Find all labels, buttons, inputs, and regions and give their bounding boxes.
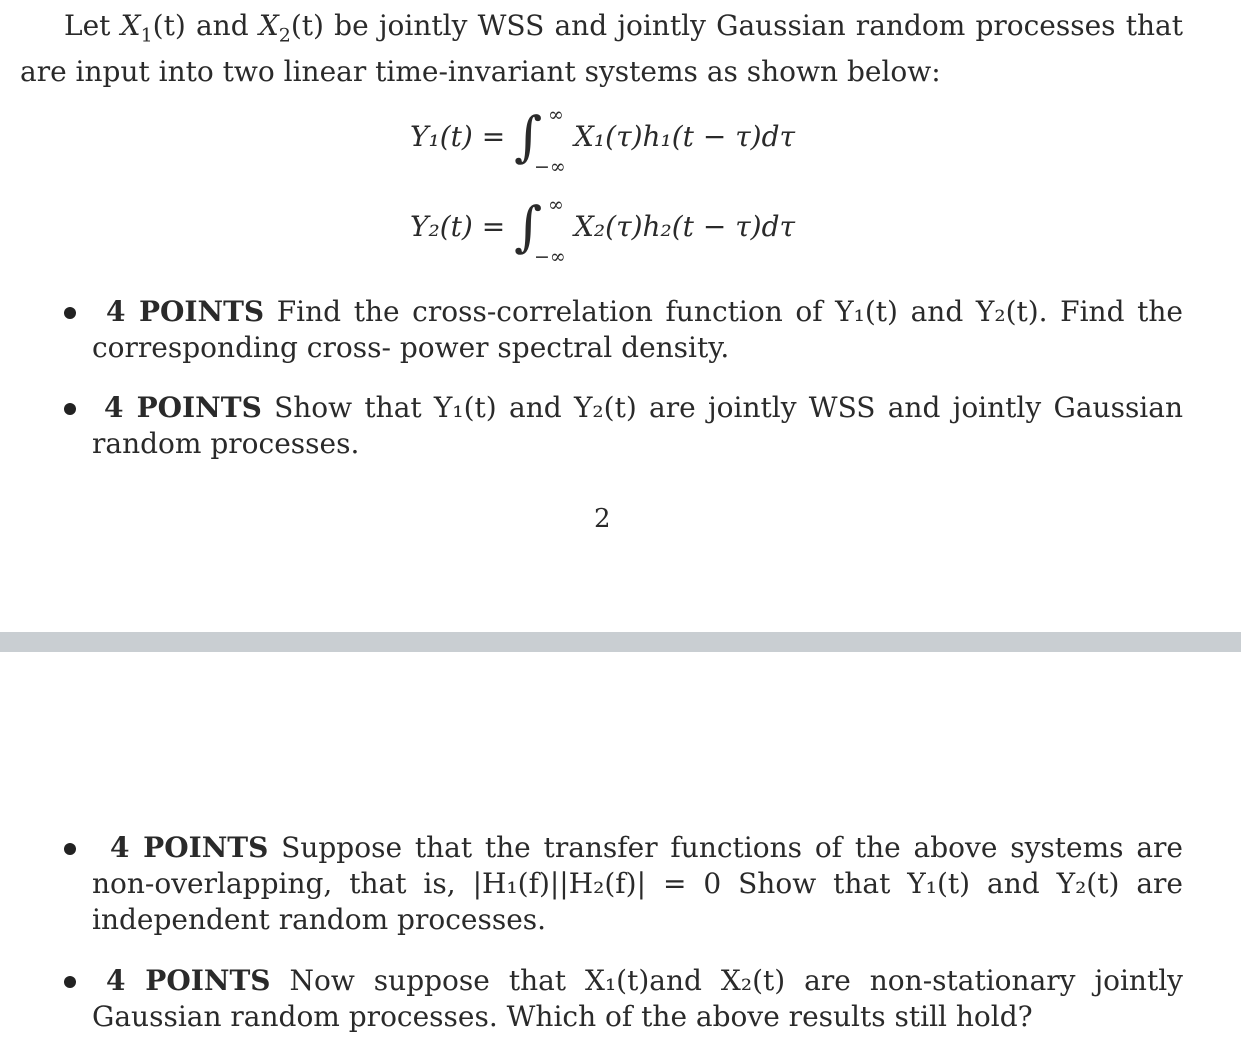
equation-y2 xyxy=(410,194,810,280)
bullet-dot-icon xyxy=(64,976,76,988)
intro-x1-arg: (t) xyxy=(152,9,186,42)
intro-x1-subscript: 1 xyxy=(140,24,153,47)
equation-y1-lhs: Y₁(t) = xyxy=(410,120,506,153)
equation-y2-upper-limit: ∞ xyxy=(548,194,564,216)
intro-text-a: Let xyxy=(64,9,121,42)
intro-text-b: and xyxy=(185,9,259,42)
equation-y2-lhs: Y₂(t) = xyxy=(410,210,506,243)
bullet-dot-icon xyxy=(64,307,76,319)
equation-y1-upper-limit: ∞ xyxy=(548,104,564,126)
page-number: 2 xyxy=(594,504,611,534)
question-2-body: Show that Y₁(t) and Y₂(t) are jointly WSS and jointly Gaussian random processes. xyxy=(92,391,1183,460)
integral-sign-2: ∫ xyxy=(514,195,543,258)
question-3-text xyxy=(92,830,1183,938)
intro-x1-symbol: X xyxy=(120,9,141,42)
intro-x2-subscript: 2 xyxy=(278,24,291,47)
page-gap xyxy=(0,632,1241,652)
page-lower xyxy=(0,652,1241,1039)
question-4-body: Now suppose that X₁(t)and X₂(t) are non-stationary jointly Gaussian random processes. Which of the above results still hold? xyxy=(92,964,1183,1033)
question-3-points: 4 POINTS xyxy=(110,831,269,864)
integral-sign-1: ∫ xyxy=(514,105,543,168)
intro-x2-symbol: X xyxy=(258,9,279,42)
question-2-text xyxy=(92,390,1183,462)
question-3 xyxy=(92,830,1233,945)
intro-text-c: be jointly WSS and jointly Gaussian random processes that are input into two linear time-invariant systems as shown below: xyxy=(20,9,1183,88)
intro-paragraph xyxy=(20,8,1183,90)
question-1 xyxy=(92,294,1233,374)
equation-y1-integrand: X₁(τ)h₁(t − τ)dτ xyxy=(574,120,796,153)
question-1-points: 4 POINTS xyxy=(106,295,265,328)
question-4-points: 4 POINTS xyxy=(106,964,271,997)
equation-y1 xyxy=(410,104,810,190)
bullet-dot-icon xyxy=(64,843,76,855)
equation-y1-lower-limit: −∞ xyxy=(534,156,566,178)
question-2-points: 4 POINTS xyxy=(104,391,262,424)
equation-y2-lower-limit: −∞ xyxy=(534,246,566,268)
question-3-body: Suppose that the transfer functions of the above systems are non-overlapping, that is, |H₁(f)||H₂(f)| = 0 Show that Y₁(t) and Y₂(t) are independent random processes. xyxy=(92,831,1183,936)
equation-y2-integrand: X₂(τ)h₂(t − τ)dτ xyxy=(574,210,796,243)
question-4 xyxy=(92,963,1233,1043)
question-2 xyxy=(92,390,1233,470)
question-4-text xyxy=(92,963,1183,1035)
question-1-text xyxy=(92,294,1183,366)
bullet-dot-icon xyxy=(64,403,76,415)
intro-x2-arg: (t) xyxy=(290,9,324,42)
question-1-body: Find the cross-correlation function of Y₁(t) and Y₂(t). Find the corresponding cross- power spectral density. xyxy=(92,295,1183,364)
